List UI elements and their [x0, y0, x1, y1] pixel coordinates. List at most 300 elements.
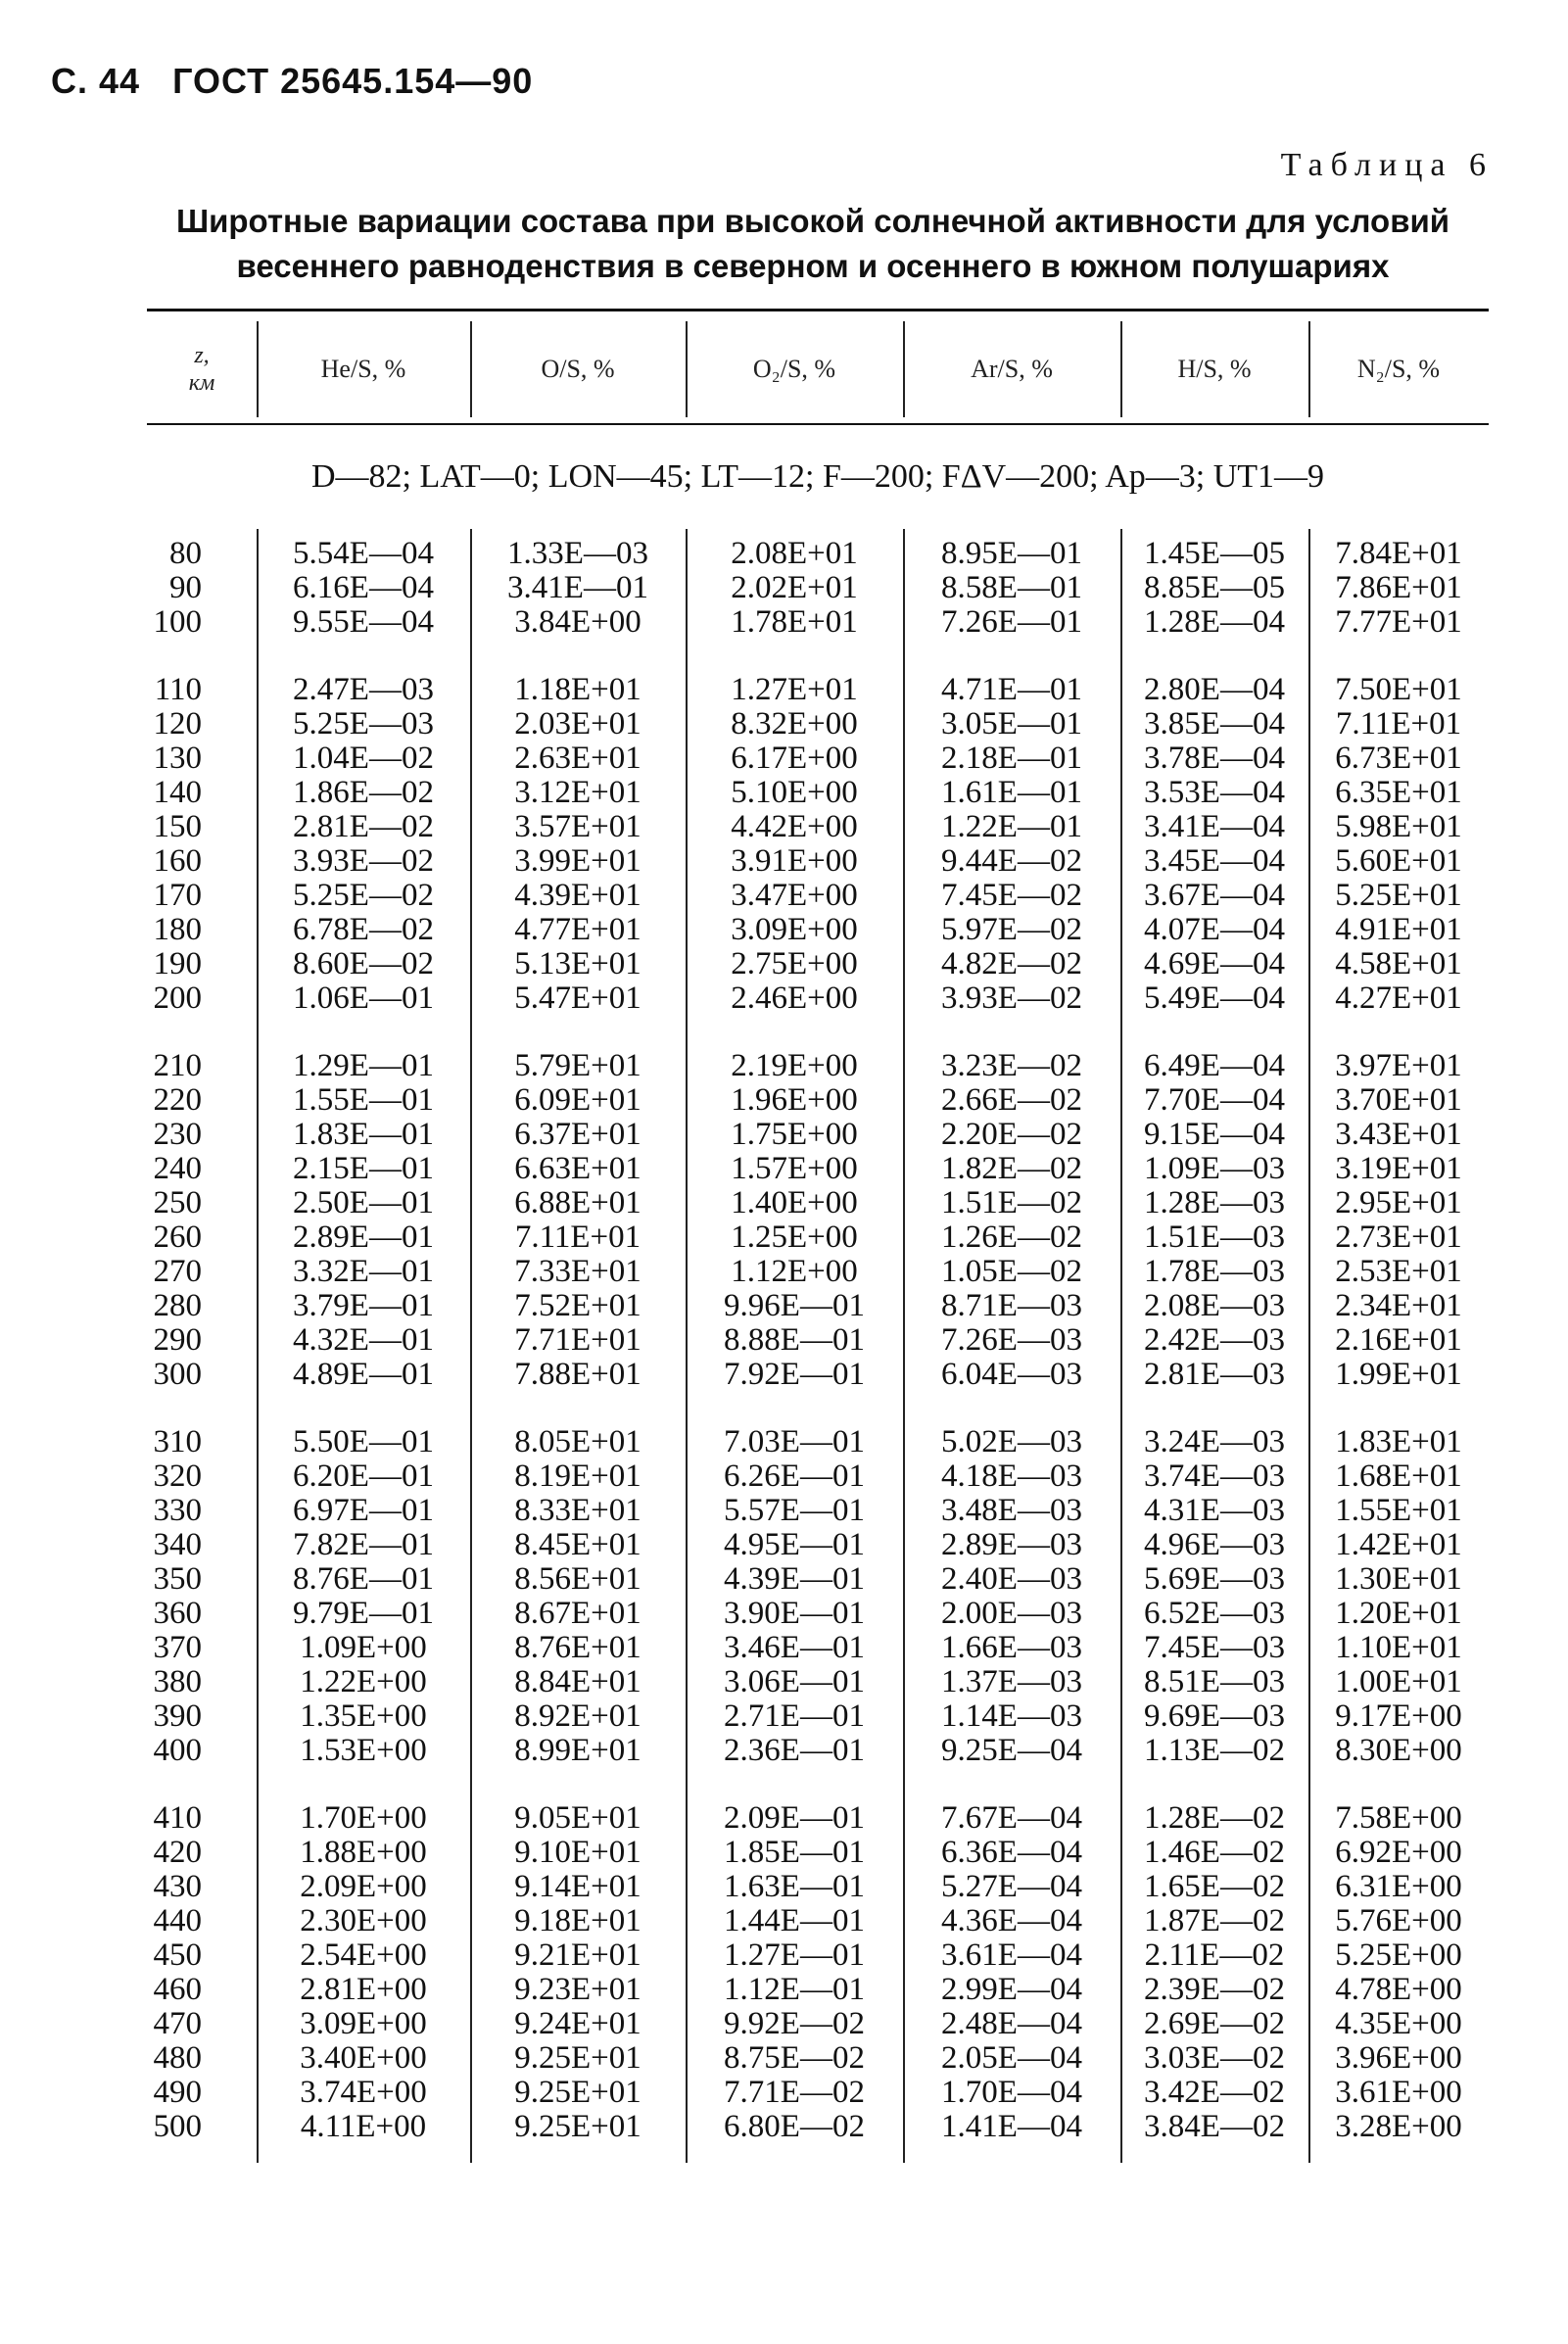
o2-cell: 4.42E+00 — [731, 809, 858, 844]
h-cell: 1.87E—02 — [1144, 1903, 1285, 1938]
altitude-cell: 170 — [153, 878, 202, 913]
n2-cell: 5.60E+01 — [1335, 843, 1462, 879]
he-cell: 2.47E—03 — [293, 672, 434, 707]
o-cell: 3.99E+01 — [514, 843, 641, 879]
altitude-cell: 80 — [169, 536, 202, 571]
altitude-cell: 210 — [153, 1048, 202, 1083]
altitude-cell: 410 — [153, 1800, 202, 1836]
altitude-cell: 180 — [153, 912, 202, 947]
ar-cell: 1.41E—04 — [941, 2109, 1082, 2144]
ar-cell: 7.45E—02 — [941, 878, 1082, 913]
table-header-rule — [147, 423, 1489, 425]
o2-cell: 1.40E+00 — [731, 1185, 858, 1220]
h-cell: 3.24E—03 — [1144, 1424, 1285, 1459]
h-cell: 3.42E—02 — [1144, 2075, 1285, 2110]
column-divider — [470, 321, 472, 417]
table-row — [0, 2007, 1568, 2040]
o-cell: 3.41E—01 — [507, 570, 648, 605]
o2-cell: 2.71E—01 — [724, 1698, 865, 1734]
ar-cell: 1.66E—03 — [941, 1630, 1082, 1665]
altitude-cell: 370 — [153, 1630, 202, 1665]
column-divider — [686, 529, 688, 2163]
o2-cell: 6.26E—01 — [724, 1459, 865, 1494]
h-cell: 1.28E—03 — [1144, 1185, 1285, 1220]
n2-cell: 6.35E+01 — [1335, 775, 1462, 810]
o2-cell: 1.63E—01 — [724, 1869, 865, 1904]
h-cell: 5.49E—04 — [1144, 981, 1285, 1016]
altitude-cell: 390 — [153, 1698, 202, 1734]
o-cell: 9.25E+01 — [514, 2075, 641, 2110]
ar-cell: 2.66E—02 — [941, 1082, 1082, 1118]
ar-cell: 4.36E—04 — [941, 1903, 1082, 1938]
altitude-cell: 150 — [153, 809, 202, 844]
o-cell: 3.12E+01 — [514, 775, 641, 810]
table-label: Таблица 6 — [1280, 147, 1494, 183]
o2-cell: 8.88E—01 — [724, 1322, 865, 1358]
ar-cell: 7.26E—01 — [941, 604, 1082, 640]
altitude-cell: 250 — [153, 1185, 202, 1220]
o-cell: 9.14E+01 — [514, 1869, 641, 1904]
n2-cell: 6.73E+01 — [1335, 741, 1462, 776]
table-row — [0, 1631, 1568, 1664]
table-row — [0, 1870, 1568, 1903]
o-cell: 9.24E+01 — [514, 2006, 641, 2041]
altitude-cell: 400 — [153, 1733, 202, 1768]
o2-cell: 1.85E—01 — [724, 1835, 865, 1870]
he-cell: 1.35E+00 — [300, 1698, 427, 1734]
table-row — [0, 1528, 1568, 1561]
table-row — [0, 981, 1568, 1015]
he-cell: 1.53E+00 — [300, 1733, 427, 1768]
column-divider — [1308, 529, 1310, 2163]
table-row — [0, 1118, 1568, 1151]
o-cell: 9.23E+01 — [514, 1972, 641, 2007]
n2-cell: 2.95E+01 — [1335, 1185, 1462, 1220]
o-cell: 8.19E+01 — [514, 1459, 641, 1494]
altitude-cell: 380 — [153, 1664, 202, 1699]
table-title-line: весеннего равноденствия в северном и осеннего в южном полушариях — [236, 248, 1390, 284]
he-cell: 1.83E—01 — [293, 1117, 434, 1152]
o-cell: 6.63E+01 — [514, 1151, 641, 1186]
he-cell: 1.70E+00 — [300, 1800, 427, 1836]
o2-cell: 3.90E—01 — [724, 1596, 865, 1631]
altitude-cell: 140 — [153, 775, 202, 810]
altitude-cell: 200 — [153, 981, 202, 1016]
h-cell: 2.69E—02 — [1144, 2006, 1285, 2041]
z-header — [147, 321, 257, 417]
o2-cell: 3.06E—01 — [724, 1664, 865, 1699]
table-row — [0, 571, 1568, 604]
o-cell: 8.56E+01 — [514, 1561, 641, 1597]
altitude-cell: 490 — [153, 2075, 202, 2110]
o-cell: 8.76E+01 — [514, 1630, 641, 1665]
altitude-cell: 120 — [153, 706, 202, 741]
o-cell: 5.79E+01 — [514, 1048, 641, 1083]
altitude-cell: 290 — [153, 1322, 202, 1358]
he-cell: 1.55E—01 — [293, 1082, 434, 1118]
o-cell: 2.03E+01 — [514, 706, 641, 741]
altitude-cell: 430 — [153, 1869, 202, 1904]
h-cell: 3.53E—04 — [1144, 775, 1285, 810]
o-cell: 8.67E+01 — [514, 1596, 641, 1631]
ar-cell: 5.97E—02 — [941, 912, 1082, 947]
n2-cell: 4.91E+01 — [1335, 912, 1462, 947]
he-cell: 2.81E+00 — [300, 1972, 427, 2007]
table-row — [0, 1323, 1568, 1357]
table-row — [0, 741, 1568, 775]
h-cell: 3.03E—02 — [1144, 2040, 1285, 2076]
n2-cell: 3.70E+01 — [1335, 1082, 1462, 1118]
ar-cell: 3.93E—02 — [941, 981, 1082, 1016]
h-cell: 1.46E—02 — [1144, 1835, 1285, 1870]
altitude-cell: 220 — [153, 1082, 202, 1118]
h-cell: 6.52E—03 — [1144, 1596, 1285, 1631]
ar-cell: 8.95E—01 — [941, 536, 1082, 571]
column-header-text: N₂/S, % — [1356, 355, 1441, 383]
altitude-cell: 160 — [153, 843, 202, 879]
he-cell: 2.54E+00 — [300, 1937, 427, 1973]
he-cell: 1.04E—02 — [293, 741, 434, 776]
altitude-cell: 270 — [153, 1254, 202, 1289]
o2-cell: 7.92E—01 — [724, 1357, 865, 1392]
he-cell: 2.89E—01 — [293, 1220, 434, 1255]
o2-cell: 2.19E+00 — [731, 1048, 858, 1083]
he-cell: 3.74E+00 — [300, 2075, 427, 2110]
column-header-text: z, — [194, 343, 210, 368]
table-row — [0, 913, 1568, 946]
h-cell: 2.42E—03 — [1144, 1322, 1285, 1358]
o2-cell: 1.27E—01 — [724, 1937, 865, 1973]
table-row — [0, 776, 1568, 809]
he-cell: 3.09E+00 — [300, 2006, 427, 2041]
o2-cell: 5.57E—01 — [724, 1493, 865, 1528]
h-cell: 3.85E—04 — [1144, 706, 1285, 741]
h-cell: 3.67E—04 — [1144, 878, 1285, 913]
o2-cell: 3.91E+00 — [731, 843, 858, 879]
table-title-line: Широтные вариации состава при высокой солнечной активности для условий — [175, 203, 1450, 239]
o-cell: 6.09E+01 — [514, 1082, 641, 1118]
ar-cell: 1.22E—01 — [941, 809, 1082, 844]
he-cell: 5.54E—04 — [293, 536, 434, 571]
n2-cell: 1.83E+01 — [1335, 1424, 1462, 1459]
ar-header — [903, 321, 1120, 417]
h-cell: 1.65E—02 — [1144, 1869, 1285, 1904]
he-cell: 6.78E—02 — [293, 912, 434, 947]
n2-cell: 3.61E+00 — [1335, 2075, 1462, 2110]
o-cell: 3.84E+00 — [514, 604, 641, 640]
n2-cell: 3.19E+01 — [1335, 1151, 1462, 1186]
altitude-cell: 280 — [153, 1288, 202, 1323]
table-row — [0, 1801, 1568, 1835]
h-cell: 2.11E—02 — [1144, 1937, 1285, 1973]
column-divider — [1308, 321, 1310, 417]
ar-cell: 7.67E—04 — [941, 1800, 1082, 1836]
he-cell: 3.40E+00 — [300, 2040, 427, 2076]
he-cell: 9.79E—01 — [293, 1596, 434, 1631]
n2-cell: 3.97E+01 — [1335, 1048, 1462, 1083]
h-cell: 2.39E—02 — [1144, 1972, 1285, 2007]
altitude-cell: 450 — [153, 1937, 202, 1973]
h-cell: 4.07E—04 — [1144, 912, 1285, 947]
n2-cell: 6.31E+00 — [1335, 1869, 1462, 1904]
table-row — [0, 673, 1568, 706]
o2-cell: 2.36E—01 — [724, 1733, 865, 1768]
he-cell: 1.88E+00 — [300, 1835, 427, 1870]
o2-cell: 2.02E+01 — [731, 570, 858, 605]
he-cell: 3.32E—01 — [293, 1254, 434, 1289]
o2-header — [686, 321, 903, 417]
h-cell: 2.08E—03 — [1144, 1288, 1285, 1323]
he-cell: 2.81E—02 — [293, 809, 434, 844]
he-cell: 2.50E—01 — [293, 1185, 434, 1220]
he-cell: 1.09E+00 — [300, 1630, 427, 1665]
running-head — [51, 61, 533, 102]
o-cell: 3.57E+01 — [514, 809, 641, 844]
h-cell: 1.78E—03 — [1144, 1254, 1285, 1289]
n2-cell: 1.30E+01 — [1335, 1561, 1462, 1597]
o2-cell: 3.09E+00 — [731, 912, 858, 947]
o-cell: 9.21E+01 — [514, 1937, 641, 1973]
o-cell: 8.99E+01 — [514, 1733, 641, 1768]
table-top-rule — [147, 309, 1489, 311]
table-row — [0, 605, 1568, 639]
ar-cell: 2.20E—02 — [941, 1117, 1082, 1152]
n2-cell: 7.50E+01 — [1335, 672, 1462, 707]
he-cell: 4.89E—01 — [293, 1357, 434, 1392]
he-cell: 5.25E—02 — [293, 878, 434, 913]
ar-cell: 1.05E—02 — [941, 1254, 1082, 1289]
ar-cell: 1.82E—02 — [941, 1151, 1082, 1186]
h-cell: 3.84E—02 — [1144, 2109, 1285, 2144]
altitude-cell: 350 — [153, 1561, 202, 1597]
o-cell: 7.11E+01 — [514, 1220, 641, 1255]
o-cell: 7.88E+01 — [514, 1357, 641, 1392]
he-cell: 1.86E—02 — [293, 775, 434, 810]
o-cell: 1.33E—03 — [507, 536, 648, 571]
o2-cell: 6.80E—02 — [724, 2109, 865, 2144]
n2-cell: 5.25E+00 — [1335, 1937, 1462, 1973]
table-title — [127, 199, 1498, 289]
o-cell: 8.05E+01 — [514, 1424, 641, 1459]
n2-cell: 8.30E+00 — [1335, 1733, 1462, 1768]
n2-cell: 1.00E+01 — [1335, 1664, 1462, 1699]
ar-cell: 1.26E—02 — [941, 1220, 1082, 1255]
o-cell: 6.88E+01 — [514, 1185, 641, 1220]
h-cell: 9.15E—04 — [1144, 1117, 1285, 1152]
table-row — [0, 1425, 1568, 1459]
table-row — [0, 1699, 1568, 1733]
o-cell: 9.10E+01 — [514, 1835, 641, 1870]
h-cell: 3.78E—04 — [1144, 741, 1285, 776]
h-cell: 3.41E—04 — [1144, 809, 1285, 844]
he-cell: 2.30E+00 — [300, 1903, 427, 1938]
column-divider — [257, 529, 259, 2163]
column-divider — [686, 321, 688, 417]
h-cell: 1.28E—04 — [1144, 604, 1285, 640]
o2-cell: 2.08E+01 — [731, 536, 858, 571]
table-row — [0, 2076, 1568, 2109]
altitude-cell: 100 — [153, 604, 202, 640]
table-row — [0, 1152, 1568, 1185]
h-cell: 8.85E—05 — [1144, 570, 1285, 605]
ar-cell: 4.82E—02 — [941, 946, 1082, 981]
table-row — [0, 1836, 1568, 1869]
table-row — [0, 1186, 1568, 1220]
altitude-cell: 330 — [153, 1493, 202, 1528]
ar-cell: 1.61E—01 — [941, 775, 1082, 810]
h-cell: 2.81E—03 — [1144, 1357, 1285, 1392]
o-cell: 7.33E+01 — [514, 1254, 641, 1289]
h-cell: 1.45E—05 — [1144, 536, 1285, 571]
o2-cell: 2.75E+00 — [731, 946, 858, 981]
o-cell: 8.33E+01 — [514, 1493, 641, 1528]
column-divider — [1120, 529, 1122, 2163]
altitude-cell: 500 — [153, 2109, 202, 2144]
o2-cell: 1.96E+00 — [731, 1082, 858, 1118]
ar-cell: 3.23E—02 — [941, 1048, 1082, 1083]
ar-cell: 2.18E—01 — [941, 741, 1082, 776]
n2-cell: 3.96E+00 — [1335, 2040, 1462, 2076]
o-cell: 9.25E+01 — [514, 2109, 641, 2144]
altitude-cell: 300 — [153, 1357, 202, 1392]
altitude-cell: 440 — [153, 1903, 202, 1938]
ar-cell: 4.71E—01 — [941, 672, 1082, 707]
o2-cell: 9.92E—02 — [724, 2006, 865, 2041]
h-cell: 6.49E—04 — [1144, 1048, 1285, 1083]
he-cell: 8.60E—02 — [293, 946, 434, 981]
h-cell: 5.69E—03 — [1144, 1561, 1285, 1597]
o-cell: 8.92E+01 — [514, 1698, 641, 1734]
o2-cell: 1.12E+00 — [731, 1254, 858, 1289]
h-cell: 4.96E—03 — [1144, 1527, 1285, 1562]
altitude-cell: 460 — [153, 1972, 202, 2007]
n2-cell: 2.16E+01 — [1335, 1322, 1462, 1358]
o-cell: 6.37E+01 — [514, 1117, 641, 1152]
column-divider — [257, 321, 259, 417]
ar-cell: 2.00E—03 — [941, 1596, 1082, 1631]
n2-cell: 4.58E+01 — [1335, 946, 1462, 981]
column-header-text: H/S, % — [1177, 355, 1252, 383]
table-row — [0, 1597, 1568, 1630]
o2-cell: 7.71E—02 — [724, 2075, 865, 2110]
o2-cell: 1.44E—01 — [724, 1903, 865, 1938]
altitude-cell: 260 — [153, 1220, 202, 1255]
n2-cell: 5.25E+01 — [1335, 878, 1462, 913]
o-cell: 5.47E+01 — [514, 981, 641, 1016]
h-cell: 8.51E—03 — [1144, 1664, 1285, 1699]
o2-cell: 1.12E—01 — [724, 1972, 865, 2007]
ar-cell: 2.99E—04 — [941, 1972, 1082, 2007]
ar-cell: 5.27E—04 — [941, 1869, 1082, 1904]
table-row — [0, 2041, 1568, 2075]
he-cell: 9.55E—04 — [293, 604, 434, 640]
he-cell: 4.11E+00 — [300, 2109, 427, 2144]
ar-cell: 9.44E—02 — [941, 843, 1082, 879]
table-row — [0, 1220, 1568, 1254]
table-row — [0, 1938, 1568, 1972]
table-row — [0, 1665, 1568, 1698]
n2-cell: 1.10E+01 — [1335, 1630, 1462, 1665]
n2-cell: 5.76E+00 — [1335, 1903, 1462, 1938]
o2-cell: 6.17E+00 — [731, 741, 858, 776]
o-cell: 8.45E+01 — [514, 1527, 641, 1562]
table-row — [0, 2110, 1568, 2143]
altitude-cell: 90 — [169, 570, 202, 605]
table-row — [0, 707, 1568, 741]
ar-cell: 1.51E—02 — [941, 1185, 1082, 1220]
h-cell: 4.69E—04 — [1144, 946, 1285, 981]
n2-cell: 2.53E+01 — [1335, 1254, 1462, 1289]
n2-cell: 1.42E+01 — [1335, 1527, 1462, 1562]
n2-cell: 4.35E+00 — [1335, 2006, 1462, 2041]
n2-cell: 2.34E+01 — [1335, 1288, 1462, 1323]
n2-cell: 2.73E+01 — [1335, 1220, 1462, 1255]
o2-cell: 3.47E+00 — [731, 878, 858, 913]
column-divider — [1120, 321, 1122, 417]
h-cell: 3.74E—03 — [1144, 1459, 1285, 1494]
table-row — [0, 537, 1568, 570]
ar-cell: 1.14E—03 — [941, 1698, 1082, 1734]
he-cell: 6.20E—01 — [293, 1459, 434, 1494]
ar-cell: 3.61E—04 — [941, 1937, 1082, 1973]
table-row — [0, 1049, 1568, 1082]
altitude-cell: 310 — [153, 1424, 202, 1459]
o2-cell: 8.75E—02 — [724, 2040, 865, 2076]
n2-cell: 4.27E+01 — [1335, 981, 1462, 1016]
o2-cell: 8.32E+00 — [731, 706, 858, 741]
table-row — [0, 1904, 1568, 1937]
h-cell: 2.80E—04 — [1144, 672, 1285, 707]
he-header — [257, 321, 470, 417]
altitude-cell: 340 — [153, 1527, 202, 1562]
o-cell: 9.18E+01 — [514, 1903, 641, 1938]
n2-cell: 7.86E+01 — [1335, 570, 1462, 605]
n2-cell: 1.68E+01 — [1335, 1459, 1462, 1494]
he-cell: 1.29E—01 — [293, 1048, 434, 1083]
n2-cell: 3.43E+01 — [1335, 1117, 1462, 1152]
altitude-cell: 230 — [153, 1117, 202, 1152]
ar-cell: 5.02E—03 — [941, 1424, 1082, 1459]
ar-cell: 2.40E—03 — [941, 1561, 1082, 1597]
o2-cell: 9.96E—01 — [724, 1288, 865, 1323]
altitude-cell: 190 — [153, 946, 202, 981]
he-cell: 2.15E—01 — [293, 1151, 434, 1186]
o-cell: 5.13E+01 — [514, 946, 641, 981]
table-row — [0, 1734, 1568, 1767]
ar-cell: 3.05E—01 — [941, 706, 1082, 741]
o-cell: 9.25E+01 — [514, 2040, 641, 2076]
n2-cell: 7.84E+01 — [1335, 536, 1462, 571]
o2-cell: 1.57E+00 — [731, 1151, 858, 1186]
he-cell: 7.82E—01 — [293, 1527, 434, 1562]
ar-cell: 2.48E—04 — [941, 2006, 1082, 2041]
ar-cell: 2.89E—03 — [941, 1527, 1082, 1562]
table-row — [0, 1083, 1568, 1117]
column-header-text: O₂/S, % — [752, 355, 836, 383]
o2-cell: 1.75E+00 — [731, 1117, 858, 1152]
table-row — [0, 1459, 1568, 1493]
altitude-cell: 420 — [153, 1835, 202, 1870]
he-cell: 6.16E—04 — [293, 570, 434, 605]
ar-cell: 8.58E—01 — [941, 570, 1082, 605]
o2-cell: 1.25E+00 — [731, 1220, 858, 1255]
o-cell: 7.71E+01 — [514, 1322, 641, 1358]
ar-cell: 2.05E—04 — [941, 2040, 1082, 2076]
o2-cell: 2.09E—01 — [724, 1800, 865, 1836]
table-row — [0, 1973, 1568, 2006]
n2-cell: 1.99E+01 — [1335, 1357, 1462, 1392]
o2-cell: 7.03E—01 — [724, 1424, 865, 1459]
